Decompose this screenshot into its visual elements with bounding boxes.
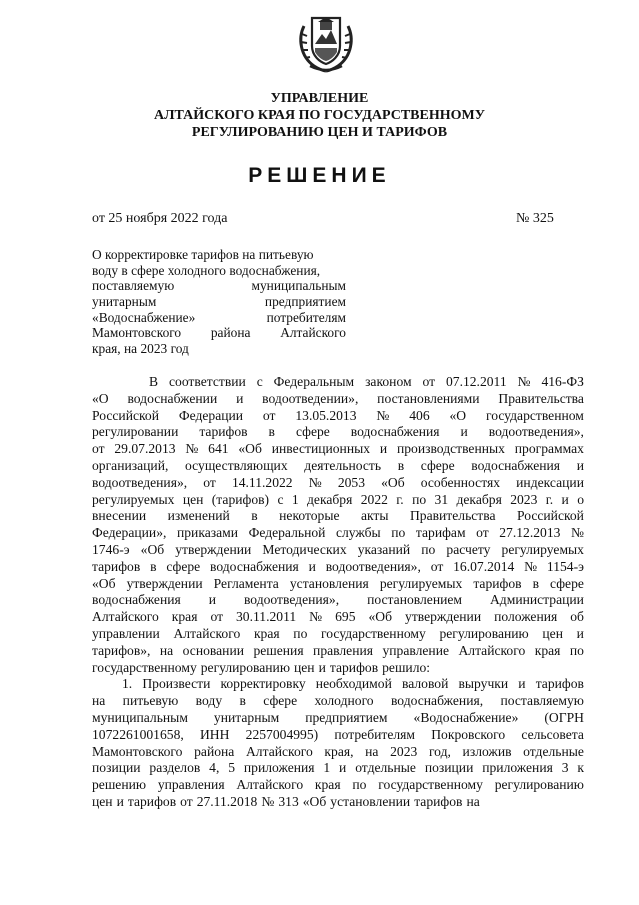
body-line: решению управления Алтайского края по государственному регулированию xyxy=(92,777,584,793)
subject-line: унитарным предприятием xyxy=(92,294,346,310)
body-line: Федерации», приказами Федеральной службы по тарифам от 27.12.2013 № xyxy=(92,525,584,541)
body-line: регулируемых цен (тарифов) с 1 декабря 2022 г. по 31 декабря 2023 г. и о xyxy=(92,491,584,507)
subject-line: поставляемую муниципальным xyxy=(92,278,346,294)
body-line: В соответствии с Федеральным законом от 07.12.2011 № 416-ФЗ xyxy=(149,374,584,389)
body-line: 1746-э «Об утверждении Методических указаний по расчету регулируемых xyxy=(92,541,584,557)
body-line: тарифов», на основании решения правления управление Алтайского края по xyxy=(92,642,584,658)
body-line: Алтайского края от 30.11.2011 № 695 «Об утверждении положения об xyxy=(92,609,584,625)
body-line: от 29.07.2013 № 641 «Об инвестиционных и производственных программах xyxy=(92,441,584,457)
subject-line: воду в сфере холодного водоснабжения, xyxy=(92,262,321,278)
body-line: «О водоснабжении и водоотведении», постановлениями Правительства xyxy=(92,390,584,406)
body-line: 1. Произвести корректировку необходимой валовой выручки и тарифов xyxy=(122,676,584,692)
authority-name-line-2: АЛТАЙСКОГО КРАЯ ПО ГОСУДАРСТВЕННОМУ xyxy=(154,108,485,123)
body-line: водоснабжения и водоотведения», постановлением Администрации xyxy=(92,592,584,608)
body-line: организаций, осуществляющих деятельность в сфере водоснабжения и xyxy=(92,457,584,473)
body-line: 1072261001658, ИНН 2257004995) потребителям Покровского сельсовета xyxy=(92,726,584,742)
body-line: регулировании тарифов в сфере водоснабжения и водоотведения», xyxy=(92,424,584,440)
body-line: управлении Алтайского края по государственному регулированию цен и xyxy=(92,625,584,641)
body-line: тарифов в сфере водоснабжения и водоотведения», от 16.07.2014 № 1154-э xyxy=(92,558,584,574)
document-subject xyxy=(92,247,346,357)
subject-line: О корректировке тарифов на питьевую xyxy=(92,247,314,262)
body-line: позиции разделов 4, 5 приложения 1 и отдельные позиции приложения 3 к xyxy=(92,760,584,776)
body-line: Российской Федерации от 13.05.2013 № 406 «О государственном xyxy=(92,407,584,423)
body-line: водоотведения», от 14.11.2022 № 2053 «Об особенностях индексации xyxy=(92,474,584,490)
body-line: государственному регулированию цен и тарифов решило: xyxy=(92,659,431,675)
body-line: внесении изменений в некоторые акты Правительства Российской xyxy=(92,508,584,524)
coat-of-arms-emblem xyxy=(296,8,356,74)
document-body xyxy=(92,374,584,811)
body-line: цен и тарифов от 27.11.2018 № 313 «Об установлении тарифов на xyxy=(92,793,480,809)
subject-line: края, на 2023 год xyxy=(92,341,189,357)
document-title: РЕШЕНИЕ xyxy=(248,164,391,187)
document-number: № 325 xyxy=(516,211,554,226)
authority-name-line-3: РЕГУЛИРОВАНИЮ ЦЕН И ТАРИФОВ xyxy=(191,125,448,140)
body-line: «Об утверждении Регламента установления регулируемых тарифов в сфере xyxy=(92,575,584,591)
subject-line: «Водоснабжение» потребителям xyxy=(92,309,346,325)
subject-line: Мамонтовского района Алтайского xyxy=(92,325,346,341)
body-line: на питьевую воду в сфере холодного водоснабжения, поставляемую xyxy=(92,693,584,709)
body-line: муниципальным унитарным предприятием «Водоснабжение» (ОГРН xyxy=(92,709,584,725)
body-line: Мамонтовского района Алтайского края, на 2023 год, изложив отдельные xyxy=(92,743,584,759)
document-date: от 25 ноября 2022 года xyxy=(92,211,228,226)
authority-name-line-1: УПРАВЛЕНИЕ xyxy=(270,91,369,106)
